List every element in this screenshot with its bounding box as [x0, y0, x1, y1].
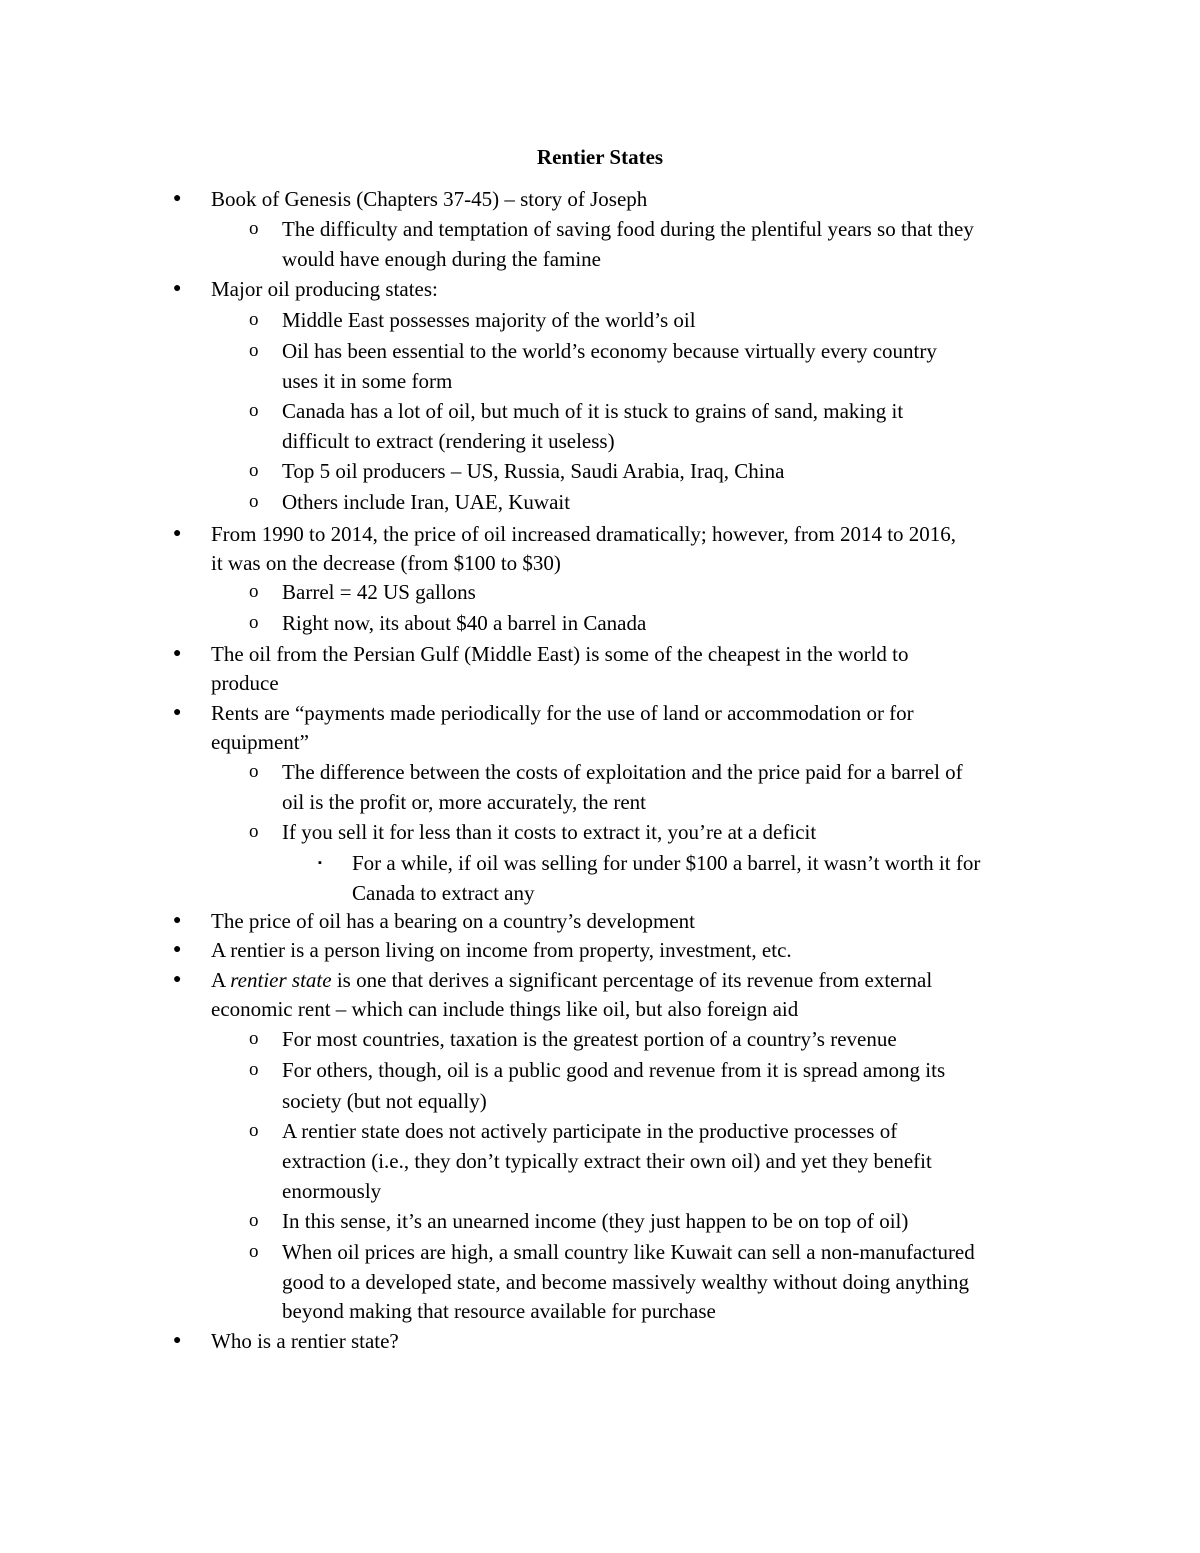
sub-bullet-icon: o [249, 1028, 259, 1049]
sub-list-item-continuation: uses it in some form [282, 369, 453, 393]
list-item: A rentier is a person living on income from property, investment, etc. [211, 938, 792, 962]
rentier-state-term: rentier state [230, 968, 332, 992]
list-item: The oil from the Persian Gulf (Middle East) is some of the cheapest in the world to [211, 642, 909, 666]
bullet-icon: ● [173, 705, 182, 720]
bullet-icon: ● [173, 526, 182, 541]
list-item-continuation: equipment” [211, 730, 309, 754]
sub-list-item-continuation: oil is the profit or, more accurately, the rent [282, 790, 646, 814]
sub-bullet-icon: o [249, 460, 259, 481]
sub-list-item-continuation: extraction (i.e., they don’t typically extract their own oil) and yet they benefit [282, 1149, 932, 1173]
sub-list-item: Top 5 oil producers – US, Russia, Saudi Arabia, Iraq, China [282, 459, 785, 483]
sub-bullet-icon: o [249, 581, 259, 602]
sub-list-item-continuation: difficult to extract (rendering it useless) [282, 429, 615, 453]
list-item: Who is a rentier state? [211, 1329, 399, 1353]
sub-list-item-continuation: beyond making that resource available for purchase [282, 1299, 716, 1323]
sub-sub-list-item: For a while, if oil was selling for under $100 a barrel, it wasn’t worth it for [352, 851, 981, 875]
sub-bullet-icon: o [249, 1241, 259, 1262]
sub-list-item: Right now, its about $40 a barrel in Canada [282, 611, 647, 635]
list-item: Book of Genesis (Chapters 37-45) – story of Joseph [211, 187, 648, 211]
bullet-icon: ● [173, 913, 182, 928]
list-item: From 1990 to 2014, the price of oil increased dramatically; however, from 2014 to 2016, [211, 522, 957, 546]
sub-list-item-continuation: society (but not equally) [282, 1089, 487, 1113]
bullet-icon: ● [173, 281, 182, 296]
sub-list-item-continuation: good to a developed state, and become massively wealthy without doing anything [282, 1270, 970, 1294]
list-item-rentier-state [211, 965, 932, 995]
sub-list-item: When oil prices are high, a small country like Kuwait can sell a non-manufactured [282, 1240, 975, 1264]
sub-bullet-icon: o [249, 491, 259, 512]
sub-bullet-icon: o [249, 400, 259, 421]
list-item: Rents are “payments made periodically for the use of land or accommodation or for [211, 701, 914, 725]
sub-list-item-continuation: would have enough during the famine [282, 247, 601, 271]
sub-bullet-icon: o [249, 218, 259, 239]
sub-list-item: For most countries, taxation is the greatest portion of a country’s revenue [282, 1027, 897, 1051]
sub-list-item: A rentier state does not actively participate in the productive processes of [282, 1119, 898, 1143]
sub-bullet-icon: o [249, 1210, 259, 1231]
list-item: Major oil producing states: [211, 277, 438, 301]
bullet-icon: ● [173, 191, 182, 206]
page-title: Rentier States [536, 145, 664, 169]
list-item-continuation: economic rent – which can include things like oil, but also foreign aid [211, 997, 799, 1021]
sub-list-item: In this sense, it’s an unearned income (they just happen to be on top of oil) [282, 1209, 909, 1233]
sub-list-item: The difficulty and temptation of saving food during the plentiful years so that they [282, 217, 974, 241]
sub-list-item: Oil has been essential to the world’s economy because virtually every country [282, 339, 937, 363]
sub-bullet-icon: o [249, 1059, 259, 1080]
list-item: The price of oil has a bearing on a country’s development [211, 909, 696, 933]
sub-list-item: The difference between the costs of exploitation and the price paid for a barrel of [282, 760, 963, 784]
list-item-continuation: produce [211, 671, 279, 695]
sub-bullet-icon: o [249, 1120, 259, 1141]
sub-bullet-icon: o [249, 761, 259, 782]
sub-list-item: Canada has a lot of oil, but much of it is stuck to grains of sand, making it [282, 399, 904, 423]
sub-bullet-icon: o [249, 821, 259, 842]
sub-list-item: If you sell it for less than it costs to extract it, you’re at a deficit [282, 820, 817, 844]
rentier-suffix: is one that derives a significant percentage of its revenue from external [331, 968, 933, 992]
sub-bullet-icon: o [249, 612, 259, 633]
sub-bullet-icon: o [249, 340, 259, 361]
sub-list-item: Middle East possesses majority of the world’s oil [282, 308, 696, 332]
bullet-icon: ● [173, 972, 182, 987]
list-item-continuation: it was on the decrease (from $100 to $30) [211, 551, 561, 575]
sub-list-item-continuation: enormously [282, 1179, 382, 1203]
bullet-icon: ● [173, 942, 182, 957]
sub-sub-list-item-continuation: Canada to extract any [352, 881, 535, 905]
sub-bullet-icon: o [249, 309, 259, 330]
rentier-prefix: A [211, 968, 231, 992]
bullet-icon: ● [173, 1333, 182, 1348]
sub-list-item: Barrel = 42 US gallons [282, 580, 476, 604]
sub-list-item: For others, though, oil is a public good and revenue from it is spread among its [282, 1058, 946, 1082]
sub-list-item: Others include Iran, UAE, Kuwait [282, 490, 571, 514]
bullet-icon: ● [173, 646, 182, 661]
square-bullet-icon: ▪ [318, 857, 322, 869]
